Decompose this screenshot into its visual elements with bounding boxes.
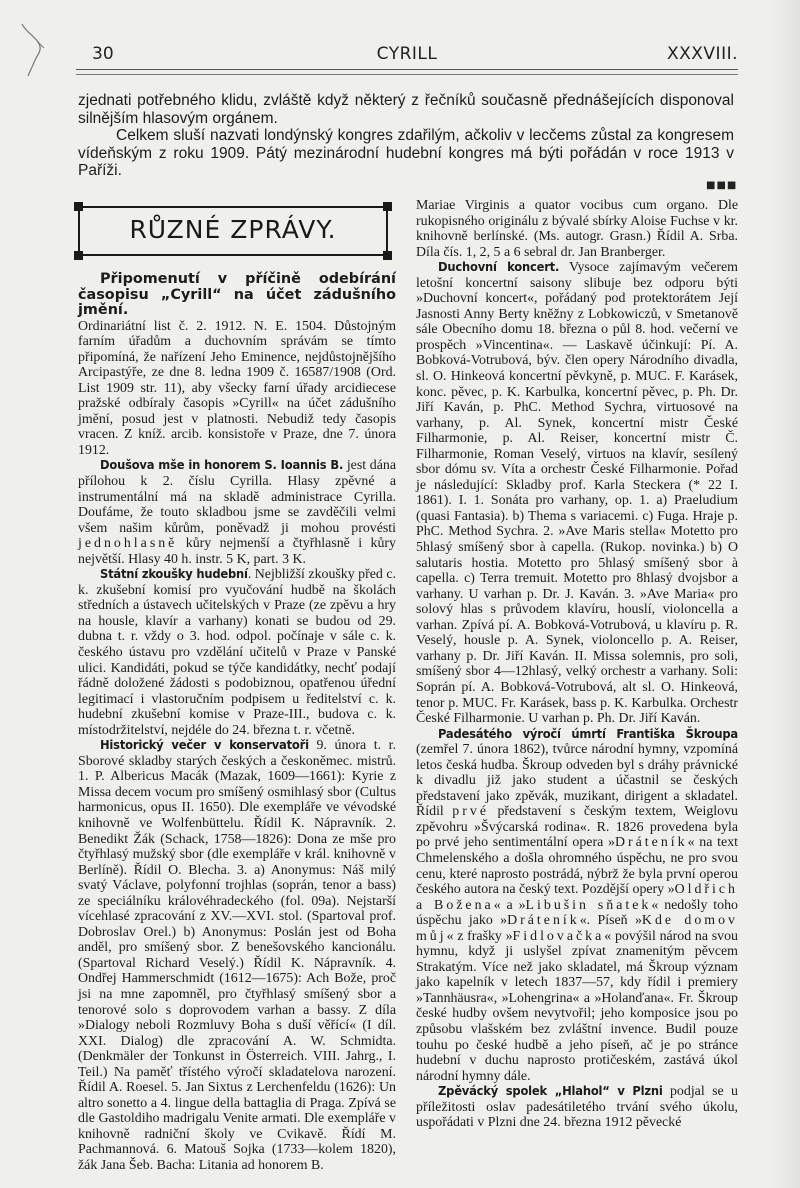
news-item-body: (zemřel 7. února 1862), tvůrce národní hymny, vzpomíná letos česká hudba. Škroup odveden byl s dráhy právnické k divadlu již jako student a účastnil se českých představení jako zpěvák, muzikant, dirigent a skladatel. Řídil bbox=[416, 742, 738, 820]
news-item-heading: Zpěvácký spolek „Hlahol“ v Plzni bbox=[438, 1084, 663, 1100]
news-item-body: . Nejbližší zkoušky před c. k. zkušební komisí pro vyučování hudbě na školách středních a ústavech učitelských v Praze (ze zpěvu a hry na housle, klavír a varhany) konati se budou od 29. dubna t. r. vždy o 3. hod. odpol. počínaje v sále c. k. českého ústavu pro vzdělání učitelů v Praze v Panské ulici. Kandidáti, pokud se týče kandidátky, nechť podají řádně doložené žádosti s podobiznou, opatřenou úřední legitimací i vlastoručním podpisem u ředitelství c. k. hudební zkušební komise v Praze-III., budova c. k. místodržitelství, nejdéle do 24. března t. r. včetně. bbox=[78, 567, 396, 738]
emphasis-spaced: prvé bbox=[452, 804, 489, 820]
news-item-body: Vysoce zajímavým večerem letošní koncertní saisony slibuje bez odporu býti »Duchovní koncert«, pořádaný pod protektorátem Její Jasnosti Anny Berty kněžny z Lobkowiczů, v Smetanově sále Obecního domu 18. března o půl 8. hod. večerní ve prospěch »Vincentina«. — Laskavě účinkují: Pí. A. Bobková-Votrubová, býv. člen opery Národního divadla, sl. O. Hinkeová koncertní pěvkyně, p. MUC. F. Karásek, konc. pěvec, p. K. Karbulka, koncertní pěvec, p. Ph. Dr. Jiří Kaván, p. PhC. Method Sychra, virtuosové na varhany, p. Al. Synek, koncertní mistr České Filharmonie, p. Al. Reiser, koncertní mistr Č. Filharmonie, Roman Veselý, virtuos na klavír, sesílený sbor dómu sv. Víta a orchestr České Filharmonie. Pořad je následující: Skladby prof. Karla Steckera (* 22 I. 1861). I. 1. Sonáta pro varhany, op. 1. a) Praeludium (quasi Fantasia). b) Thema s variacemi. c) Fuga. Hraje p. PhC. Method Sychra. 2. »Ave Maris stella« Motetto pro 5hlasý smíšený sbor à capella. (Rukop. novinka.) b) O salutaris hostia. Motetto pro 5hlasý smíšený sbor à capella. c) Terra tremuit. Motetto pro 8hlasý dvojsbor a varhany. U varhan p. Dr. J. Kaván. 3. »Ave Maria« pro solový hlas s průvodem klavíru, houslí, violoncella a varhan. Zpívá pí. A. Bobková-Votrubová, u klavíru p. R. Veselý, housle p. A. Synek, violoncello p. A. Reiser, varhany p. Dr. Jiří Kaván. II. Missa solemnis, pro soli, smíšený sbor 4—12hlasý, velký orchestr a varhany. Soli: Soprán pí. A. Bobková-Votrubová, alt sl. O. Hinkeová, tenor p. MUC. Fr. Karásek, bass p. K. Karbulka. Orchestr České Filharmonie. U varhan p. Ph. Dr. Jiří Kaván. bbox=[416, 260, 738, 727]
emphasis-spaced: Dráteník bbox=[614, 835, 688, 851]
news-item-body: kůry nejmenší a čtyřhlasně i kůry největší. Hlasy 40 h. instr. 5 K, part. 3 K. bbox=[78, 536, 396, 567]
volume-number: XXXVIII. bbox=[666, 44, 738, 64]
frame-corner-ornament bbox=[74, 251, 83, 260]
news-item-body: « nedošly toho úspěchu jako » bbox=[416, 897, 738, 929]
emphasis-spaced: jednohlasně bbox=[78, 536, 178, 552]
emphasis-spaced: Kde domov můj bbox=[416, 913, 738, 944]
section-end-ornament: ■■■ bbox=[706, 180, 738, 191]
news-item-body: « z frašky » bbox=[446, 928, 513, 944]
intro-paragraph: Celkem sluší nazvati londýnský kongres zdařilým, ačkoliv v lecčems zůstal za kongresem vídeňským z roku 1909. Pátý mezinárodní hudební kongres má býti pořádán v roce 1913 v Paříži. bbox=[78, 127, 734, 180]
news-item-body: podjal se u příležitosti oslav padesátiletého trvání svého úkolu, uspořádati v Plzni dne 24. března 1912 pěvecké bbox=[416, 1084, 738, 1131]
news-item-body: 9. února t. r. Sborové skladby starých českých a českoněmec. mistrů. 1. P. Albericus Macák (Mazak, 1609—1661): Kyrie z Missa decem vocum pro smíšený osmihlasý sbor (Cultus harmonicus, opus II. 1650). Dle exempláře ve vévodské knihovně ve Wolfenbüttelu. Řídil K. Nápravník. 2. Benedikt Žák (Schack, 1758—1826): Dona ze mše pro čtyřhlasý mužský sbor (dle exempláře v král. knihovně v Berlíně). Řídil O. Blecha. 3. a) Anonymus: Náš milý svatý Václave, polyfonní trojhlas (soprán, tenor a bass) ze speciálníku královéhradeckého (fol. 09a). Nejstarší vícehlasé zpracování z XV.—XVI. stol. (Spartoval prof. Dobroslav Orel.) b) Anonymus: Poslán jest od Boha anděl, pro smíšený sbor. Z benešovského kancionálu. (Spartoval Richard Veselý.) Řídil K. Nápravník. 4. Ondřej Hammerschmidt (1612—1675): Ach Bože, proč jsi na mne zapomněl, pro čtyřhlasý smíšený sbor a tenorové solo s doprovodem varhan a bassy. Z díla »Dialogy neboli Rozmluvy Boha s duší věřící« (I díl. XXI. Dialog) dle zpracování A. W. Schmidta. (Denkmäler der Tonkunst in Österreich. VIII. Jahrg., I. Teil.) Na paměť třístého výročí skladatelova narození. Řídil A. Roesel. 5. Jan Sixtus z Lerchenfeldu (1626): Un altro sonetto a 4. lingue della battaglia di Praga. Zpívá se dle Gastoldiho madrigalu Venite armati. Dle exempláře v knihovně radniční školy ve Cvikavě. Řídí M. Pachmannová. 6. Matouš Sojka (1733—kolem 1820), žák Jana Šeb. Bacha: Litania ad honorem B. bbox=[78, 738, 396, 1174]
news-item-body: představení s českým textem, Weiglovu zpěvohru »Švýcarská rodina«. R. 1826 provedena byla po prvé jeho sentimentální opera » bbox=[416, 804, 738, 851]
news-item bbox=[78, 738, 396, 1173]
header-rule bbox=[76, 69, 738, 75]
news-item bbox=[416, 260, 738, 726]
news-item-heading: Padesátého výročí úmrtí Františka Škroupa bbox=[438, 726, 738, 742]
emphasis-spaced: Oldřich a Božena bbox=[416, 882, 738, 913]
news-item-body: « na text Chmelenského a došla ohromného úspěchu, ne pro svou cenu, které naprosto postrádá, nýbrž že byla první operou českého autora na český text. Pozdější opery » bbox=[416, 835, 738, 898]
frame-corner-ornament bbox=[383, 202, 392, 211]
journal-title: CYRILL bbox=[376, 44, 438, 64]
emphasis-spaced: Libušin sňatek bbox=[525, 897, 652, 913]
news-item-continuation: Mariae Virginis a quator vocibus cum organo. Dle rukopisného originálu z bývalé sbírky Aloise Fuchse v kr. knihovně berlínské. (Ms. autogr. Grasn.) Řídil A. Srba. Díla čís. 1, 2, 5 a 6 sebral dr. Jan Branberger. bbox=[416, 198, 738, 260]
frame-corner-ornament bbox=[74, 202, 83, 211]
right-column bbox=[416, 198, 738, 1131]
news-item-body: jest dána přílohou k 2. číslu Cyrilla. Hlasy zpěvné a instrumentální má na skladě administrace Cyrilla. Doufáme, že touto skladbou jsme se zavděčili velmi všem našim kůrům, poněvadž ji mohou provésti bbox=[78, 458, 396, 536]
left-column bbox=[78, 272, 396, 1174]
emphasis-spaced: Fidlovačka bbox=[512, 928, 605, 944]
news-item-heading: Doušova mše in honorem S. Ioannis B. bbox=[100, 458, 344, 474]
news-item-heading: Připomenutí v příčině odebírání časopisu „Cyrill“ na účet zádušního jmění. bbox=[78, 271, 396, 318]
section-title: RŮZNÉ ZPRÁVY. bbox=[129, 215, 337, 244]
emphasis-spaced: Dráteník bbox=[507, 913, 580, 929]
news-item-body: «. Píseň » bbox=[579, 913, 642, 929]
news-item-body: Ordinariátní list č. 2. 1912. N. E. 1504. Důstojným farním úřadům a duchovním správám se tímto připomíná, že nařízení Jeho Eminence, nejdůstojnějšího Arcipastýře, ze dne 8. ledna 1909 č. 16587/1908 (Ord. List 1909 str. 11), aby všecky farní úřady arcidiecese pražské odbíraly časopis »Cyrill« na účet zádušního jmění, posud jest v platnosti. Nebudiž tedy časopis vracen. Z kníž. arcib. konsistoře v Praze, dne 7. února 1912. bbox=[78, 318, 396, 458]
news-item-heading: Duchovní koncert. bbox=[438, 260, 560, 276]
running-header bbox=[76, 44, 738, 66]
news-item bbox=[78, 458, 396, 567]
news-item-body: « a » bbox=[493, 897, 526, 913]
section-title-box bbox=[74, 202, 392, 260]
page-number: 30 bbox=[92, 44, 114, 64]
page-edge-shadow bbox=[770, 0, 800, 1188]
news-item-heading: Historický večer v konservatoři bbox=[100, 738, 309, 754]
news-item bbox=[78, 567, 396, 738]
news-item-heading: Státní zkoušky hudební bbox=[100, 567, 248, 583]
news-item bbox=[416, 1084, 738, 1131]
news-item-body: « povýšil národ na svou hymnu, když ji uslyšel zpívat znamenitým pěvcem Strakatým. Více než jako skladatel, má Škroup význam jako kapelník v letech 1837—57, kdy řídil i premiery »Tannhäusra«, »Lohengrina« a »Holanďana«. Fr. Škroup české hudby ovšem nevytvořil; jeho komposice jsou po způsobu vlašském bez zvláštní invence. Budil pouze touhu po české hudbě a jeho píseň, ač je po stránce hudební v duchu naprosto protičeském, zastává úkol národní hymny dále. bbox=[416, 928, 738, 1084]
news-item bbox=[416, 727, 738, 1085]
intro-text bbox=[78, 92, 734, 180]
frame-corner-ornament bbox=[383, 251, 392, 260]
pencil-margin-mark bbox=[18, 18, 58, 78]
intro-paragraph: zjednati potřebného klidu, zvláště když některý z řečníků současně přednášejících disponoval silnějším hlasovým orgánem. bbox=[78, 92, 734, 127]
